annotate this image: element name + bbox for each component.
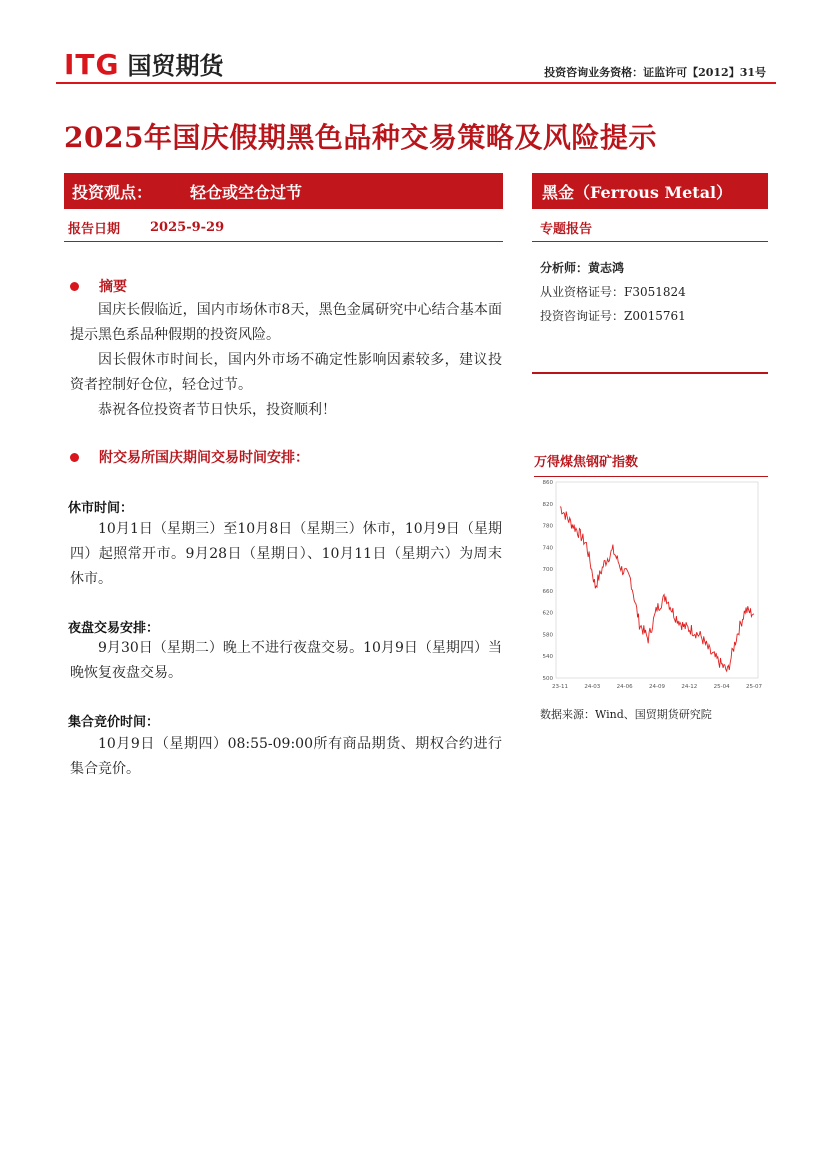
report-title: 2025年国庆假期黑色品种交易策略及风险提示 (64, 121, 657, 154)
viewpoint-bar (64, 173, 503, 209)
y-tick-label: 860 (542, 480, 553, 486)
chart-source: 数据来源：Wind、国贸期货研究院 (540, 708, 712, 721)
sector-bar (532, 173, 768, 209)
closure-heading: 休市时间： (68, 501, 134, 516)
analyst-cert-1: 从业资格证号：F3051824 (540, 285, 686, 299)
summary-paragraph-1: 国庆长假临近，国内市场休市8天，黑色金属研究中心结合基本面提示黑色系品种假期的投资风险。 (70, 302, 502, 343)
analyst-name-label: 分析师： (540, 261, 589, 275)
viewpoint-value: 轻仓或空仓过节 (190, 182, 303, 202)
x-tick-label: 24-03 (584, 684, 601, 690)
logo-itg-text: ITG (64, 48, 120, 81)
y-tick-label: 580 (542, 632, 553, 639)
night-session-heading: 夜盘交易安排： (68, 621, 160, 636)
logo-cn-text: 国贸期货 (127, 52, 224, 80)
viewpoint-label: 投资观点： (72, 182, 153, 202)
chart-title: 万得煤焦钢矿指数 (534, 451, 768, 477)
x-tick-label: 24-09 (649, 684, 665, 690)
x-tick-label: 25-04 (713, 684, 730, 690)
company-logo (64, 46, 224, 81)
report-date-label: 报告日期 (68, 222, 121, 237)
report-type-row (532, 214, 768, 242)
plot-frame (556, 482, 758, 678)
report-date-row (64, 214, 503, 242)
analyst-divider (532, 372, 768, 374)
schedule-heading (70, 447, 309, 467)
analyst-name: 黄志鸿 (588, 261, 625, 275)
x-tick-label: 25-07 (746, 684, 762, 690)
report-type-label: 专题报告 (540, 222, 593, 237)
y-tick-label: 780 (542, 523, 553, 530)
summary-paragraph-2: 因长假休市时间长，国内外市场不确定性影响因素较多，建议投资者控制好仓位，轻仓过节。 (70, 352, 502, 393)
analyst-info (540, 256, 686, 328)
chart-container (534, 474, 766, 696)
header-divider (56, 82, 776, 84)
index-line-chart (534, 474, 766, 696)
summary-heading (70, 276, 127, 296)
closure-text: 10月1日（星期三）至10月8日（星期三）休市，10月9日（星期四）起照常开市。9月28日（星期日）、10月11日（星期六）为周末休市。 (70, 521, 502, 587)
auction-heading: 集合竞价时间： (68, 715, 160, 730)
series-line (560, 507, 754, 672)
y-tick-label: 660 (542, 588, 553, 595)
y-tick-label: 620 (542, 610, 553, 617)
y-tick-label: 700 (542, 567, 553, 574)
report-date-value: 2025-9-29 (150, 220, 225, 235)
bullet-dot-icon (70, 453, 79, 462)
summary-paragraph-3: 恭祝各位投资者节日快乐，投资顺利！ (98, 402, 336, 418)
y-tick-label: 540 (542, 654, 553, 661)
sector-label: 黑金（Ferrous Metal） (542, 182, 733, 202)
y-tick-label: 740 (542, 545, 553, 552)
x-tick-label: 23-11 (552, 684, 568, 690)
bullet-dot-icon (70, 282, 79, 291)
x-tick-label: 24-12 (681, 684, 698, 690)
analyst-name-row (540, 256, 686, 280)
night-session-text: 9月30日（星期二）晚上不进行夜盘交易。10月9日（星期四）当晚恢复夜盘交易。 (70, 640, 502, 681)
x-tick-label: 24-06 (616, 684, 633, 690)
summary-heading-text: 摘要 (99, 279, 127, 295)
auction-text: 10月9日（星期四）08:55-09:00所有商品期货、期权合约进行集合竞价。 (70, 736, 502, 777)
schedule-heading-text: 附交易所国庆期间交易时间安排： (99, 450, 309, 466)
y-tick-label: 820 (542, 501, 553, 508)
analyst-cert-2: 投资咨询证号：Z0015761 (540, 309, 686, 323)
y-tick-label: 500 (542, 676, 553, 682)
qualification-text: 投资咨询业务资格：证监许可【2012】31号 (544, 66, 766, 79)
